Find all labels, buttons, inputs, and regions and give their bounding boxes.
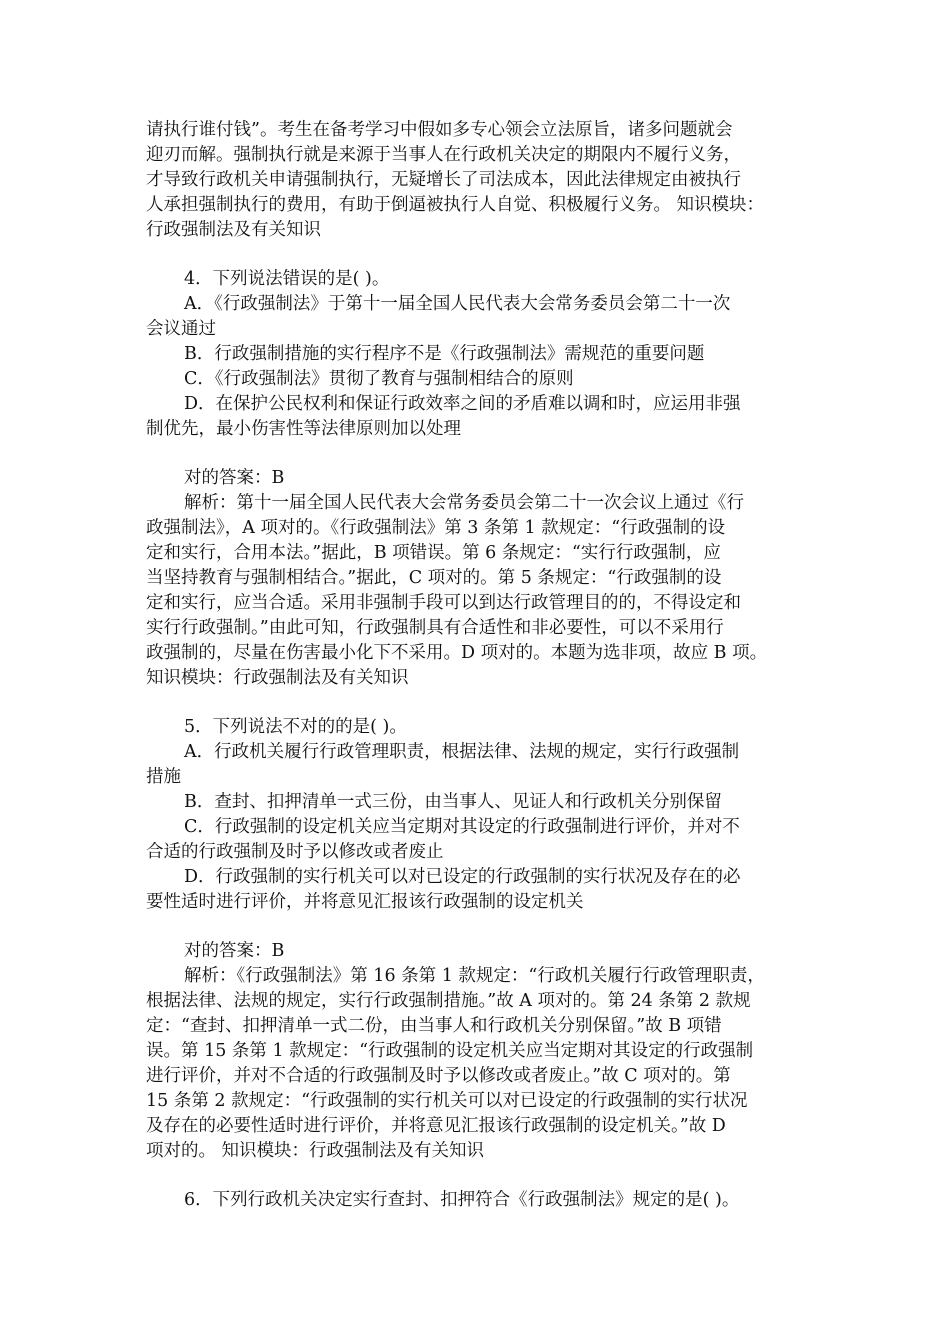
answer-line: 对的答案：B [184,941,285,961]
option-c: C．《行政强制法》贯彻了教育与强制相结合的原则 [184,369,574,389]
option-d: D．在保护公民权利和保证行政效率之间的矛盾难以调和时，应运用非强 [184,394,741,414]
option-c-cont: 合适的行政强制及时予以修改或者废止 [146,842,444,862]
spacer [146,915,814,939]
explanation-line: 政强制法》，A 项对的。《行政强制法》第 3 条第 1 款规定：“行政强制的设 [146,518,726,538]
question-5 [146,715,814,915]
option-a: A．行政机关履行行政管理职责，根据法律、法规的规定，实行行政强制 [184,742,740,762]
text-line: 迎刃而解。强制执行就是来源于当事人在行政机关决定的期限内不履行义务， [146,145,741,165]
knowledge-module: 项对的。 知识模块：行政强制法及有关知识 [146,1141,485,1161]
option-a: A．《行政强制法》于第十一届全国人民代表大会常务委员会第二十一次 [184,294,731,314]
question-stem: 6．下列行政机关决定实行查封、扣押符合《行政强制法》规定的是( )。 [184,1190,740,1210]
explanation-line: 根据法律、法规的规定，实行行政强制措施。”故 A 项对的。第 24 条第 2 款规 [146,991,751,1011]
text-line: 请执行谁付钱”。考生在备考学习中假如多专心领会立法原旨，诸多问题就会 [146,120,733,140]
explanation-line: 政强制的，尽量在伤害最小化下不采用。D 项对的。本题为选非项，故应 B 项。 [146,643,768,663]
option-a-cont: 会议通过 [146,319,216,339]
document-page [146,118,814,1213]
explanation-line: 15 条第 2 款规定：“行政强制的实行机关可以对已设定的行政强制的实行状况 [146,1091,748,1111]
option-c: C．行政强制的设定机关应当定期对其设定的行政强制进行评价，并对不 [184,817,740,837]
spacer [146,1164,814,1188]
paragraph-q3-explanation-end [146,118,814,243]
text-line: 才导致行政机关申请强制执行，无疑增长了司法成本，因此法律规定由被执行 [146,170,741,190]
explanation-line: 进行评价，并对不合适的行政强制及时予以修改或者废止。”故 C 项对的。第 [146,1066,731,1086]
question-stem: 5．下列说法不对的的是( )。 [184,717,407,737]
option-a-cont: 措施 [146,767,181,787]
explanation-line: 实行行政强制。”由此可知，行政强制具有合适性和非必要性，可以不采用行 [146,618,724,638]
question-6 [146,1188,814,1213]
option-b: B．行政强制措施的实行程序不是《行政强制法》需规范的重要问题 [184,344,705,364]
explanation-line: 解析：《行政强制法》第 16 条第 1 款规定：“行政机关履行行政管理职责， [184,966,765,986]
spacer [146,691,814,715]
text-line: 人承担强制执行的费用，有助于倒逼被执行人自觉、积极履行义务。 知识模块： [146,195,765,215]
answer-4 [146,466,814,691]
option-d-cont: 要性适时进行评价，并将意见汇报该行政强制的设定机关 [146,892,584,912]
explanation-line: 定和实行，应当合适。采用非强制手段可以到达行政管理目的的，不得设定和 [146,593,741,613]
option-d-cont: 制优先，最小伤害性等法律原则加以处理 [146,419,461,439]
spacer [146,243,814,267]
explanation-line: 及存在的必要性适时进行评价，并将意见汇报该行政强制的设定机关。”故 D [146,1116,726,1136]
option-d: D．行政强制的实行机关可以对已设定的行政强制的实行状况及存在的必 [184,867,741,887]
explanation-line: 当坚持教育与强制相结合。”据此，C 项对的。第 5 条规定：“行政强制的设 [146,568,722,588]
question-4 [146,267,814,442]
explanation-line: 定和实行，合用本法。”据此，B 项错误。第 6 条规定：“实行行政强制，应 [146,543,721,563]
knowledge-module: 知识模块：行政强制法及有关知识 [146,668,409,688]
spacer [146,442,814,466]
text-line: 行政强制法及有关知识 [146,220,321,240]
answer-line: 对的答案：B [184,468,285,488]
question-stem: 4．下列说法错误的是( )。 [184,269,390,289]
answer-5 [146,939,814,1164]
explanation-line: 定：“查封、扣押清单一式二份，由当事人和行政机关分别保留。”故 B 项错 [146,1016,722,1036]
explanation-line: 误。第 15 条第 1 款规定：“行政强制的设定机关应当定期对其设定的行政强制 [146,1041,754,1061]
option-b: B．查封、扣押清单一式三份，由当事人、见证人和行政机关分别保留 [184,792,722,812]
explanation-line: 解析：第十一届全国人民代表大会常务委员会第二十一次会议上通过《行 [184,493,744,513]
